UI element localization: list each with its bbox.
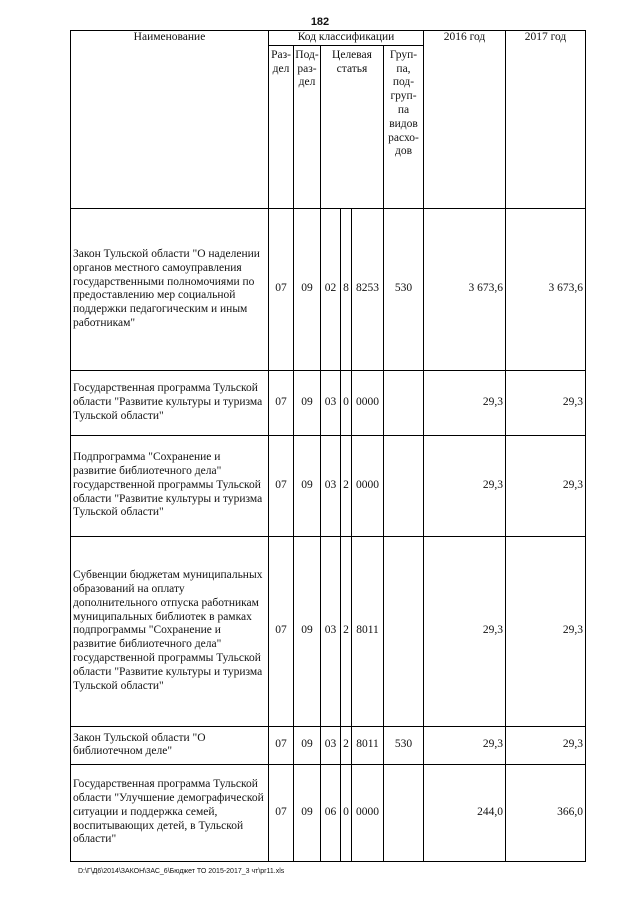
row-expense-group xyxy=(384,370,424,435)
header-section: Раз- дел xyxy=(269,45,294,208)
row-cs-subprogram: 0 xyxy=(341,764,352,861)
row-name: Закон Тульской области "О библиотечном деле" xyxy=(71,726,269,764)
row-amount-2017: 3 673,6 xyxy=(506,208,586,370)
row-cs-direction: 0000 xyxy=(352,764,384,861)
row-subsection: 09 xyxy=(294,370,321,435)
row-cs-program: 02 xyxy=(321,208,341,370)
budget-table xyxy=(70,30,586,862)
row-expense-group xyxy=(384,764,424,861)
row-amount-2016: 29,3 xyxy=(424,370,506,435)
table-row xyxy=(71,208,586,370)
table-row xyxy=(71,435,586,536)
row-amount-2016: 3 673,6 xyxy=(424,208,506,370)
row-section: 07 xyxy=(269,726,294,764)
header-subsection: Под- раз- дел xyxy=(294,45,321,208)
row-amount-2017: 29,3 xyxy=(506,726,586,764)
row-name: Государственная программа Тульской области "Улучшение демографической ситуации и поддержка семей, воспитывающих детей, в Тульской области" xyxy=(71,764,269,861)
row-cs-subprogram: 2 xyxy=(341,536,352,726)
row-amount-2016: 29,3 xyxy=(424,536,506,726)
header-expense-group: Груп- па, под- груп- па видов расхо- дов xyxy=(384,45,424,208)
header-year-2016: 2016 год xyxy=(424,31,506,209)
row-expense-group: 530 xyxy=(384,726,424,764)
row-cs-subprogram: 2 xyxy=(341,726,352,764)
row-name: Государственная программа Тульской области "Развитие культуры и туризма Тульской области" xyxy=(71,370,269,435)
row-amount-2016: 29,3 xyxy=(424,435,506,536)
table-row xyxy=(71,726,586,764)
table-row xyxy=(71,536,586,726)
row-name: Субвенции бюджетам муниципальных образований на оплату дополнительного отпуска работникам муниципальных библиотек в рамках подпрограммы "Сохранение и развитие библиотечного дела" государственной программы Тульской области "Развитие культуры и туризма Тульской области" xyxy=(71,536,269,726)
row-section: 07 xyxy=(269,764,294,861)
row-cs-program: 03 xyxy=(321,536,341,726)
row-cs-direction: 8011 xyxy=(352,726,384,764)
row-cs-direction: 0000 xyxy=(352,370,384,435)
row-cs-direction: 0000 xyxy=(352,435,384,536)
row-section: 07 xyxy=(269,370,294,435)
row-cs-subprogram: 8 xyxy=(341,208,352,370)
row-expense-group xyxy=(384,536,424,726)
row-amount-2016: 29,3 xyxy=(424,726,506,764)
row-expense-group xyxy=(384,435,424,536)
row-amount-2016: 244,0 xyxy=(424,764,506,861)
table-row xyxy=(71,764,586,861)
row-cs-program: 03 xyxy=(321,370,341,435)
header-target-article: Целевая статья xyxy=(321,45,384,208)
row-subsection: 09 xyxy=(294,726,321,764)
row-cs-direction: 8253 xyxy=(352,208,384,370)
file-path-footer: D:\Г\Д6\2014\ЗАКОН\ЗАС_6\Бюджет ТО 2015-2017_3 чт\pr11.xls xyxy=(78,868,285,875)
page-number: 182 xyxy=(310,16,330,28)
row-amount-2017: 29,3 xyxy=(506,435,586,536)
row-cs-program: 06 xyxy=(321,764,341,861)
row-subsection: 09 xyxy=(294,536,321,726)
header-name: Наименование xyxy=(71,31,269,209)
row-section: 07 xyxy=(269,536,294,726)
row-amount-2017: 366,0 xyxy=(506,764,586,861)
row-name: Подпрограмма "Сохранение и развитие библиотечного дела" государственной программы Тульской области "Развитие культуры и туризма Тульской области" xyxy=(71,435,269,536)
row-cs-direction: 8011 xyxy=(352,536,384,726)
table-row xyxy=(71,370,586,435)
row-cs-subprogram: 2 xyxy=(341,435,352,536)
row-subsection: 09 xyxy=(294,764,321,861)
row-cs-program: 03 xyxy=(321,435,341,536)
row-amount-2017: 29,3 xyxy=(506,370,586,435)
row-amount-2017: 29,3 xyxy=(506,536,586,726)
row-cs-program: 03 xyxy=(321,726,341,764)
row-name: Закон Тульской области "О наделении органов местного самоуправления государственными полномочиями по предоставлению мер социальной поддержки педагогическим и иным работникам" xyxy=(71,208,269,370)
row-subsection: 09 xyxy=(294,435,321,536)
header-classification: Код классификации xyxy=(269,31,424,46)
row-expense-group: 530 xyxy=(384,208,424,370)
row-section: 07 xyxy=(269,208,294,370)
header-year-2017: 2017 год xyxy=(506,31,586,209)
row-section: 07 xyxy=(269,435,294,536)
row-subsection: 09 xyxy=(294,208,321,370)
row-cs-subprogram: 0 xyxy=(341,370,352,435)
